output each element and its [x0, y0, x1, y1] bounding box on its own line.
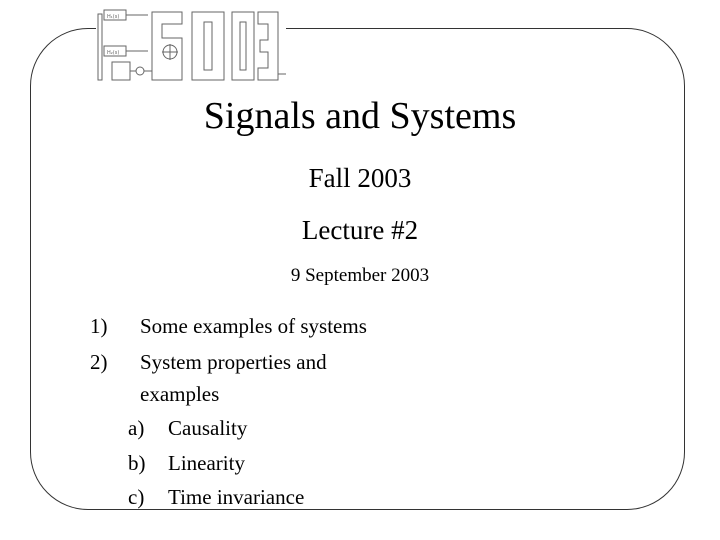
outline-item-2 — [90, 348, 490, 408]
outline-text: System properties and — [140, 350, 327, 374]
outline-text-continued: examples — [140, 382, 220, 406]
outline-marker: 1) — [90, 314, 108, 338]
sub-outline-text: Time invariance — [168, 485, 305, 509]
slide-subtitle: Fall 2003 — [308, 163, 412, 193]
sub-outline-marker: c) — [128, 485, 145, 509]
sub-outline-text: Causality — [168, 416, 248, 440]
sub-outline-marker: b) — [128, 451, 146, 475]
outline-item-1 — [90, 312, 490, 342]
sub-outline-item-c — [128, 483, 428, 513]
outline-text: Some examples of systems — [140, 314, 367, 338]
slide-title: Signals and Systems — [203, 95, 517, 137]
sub-outline-item-a — [128, 414, 428, 444]
sub-outline-marker: a) — [128, 416, 145, 440]
sub-outline-text: Linearity — [168, 451, 245, 475]
logo-label-1: H₁(s) — [107, 14, 120, 20]
logo-label-2: H₂(s) — [107, 50, 120, 56]
block-diagram-6003-logo — [96, 8, 286, 86]
sub-outline-item-b — [128, 449, 428, 479]
lecture-date: 9 September 2003 — [290, 265, 430, 286]
outline-marker: 2) — [90, 350, 108, 374]
lecture-number: Lecture #2 — [301, 215, 419, 245]
